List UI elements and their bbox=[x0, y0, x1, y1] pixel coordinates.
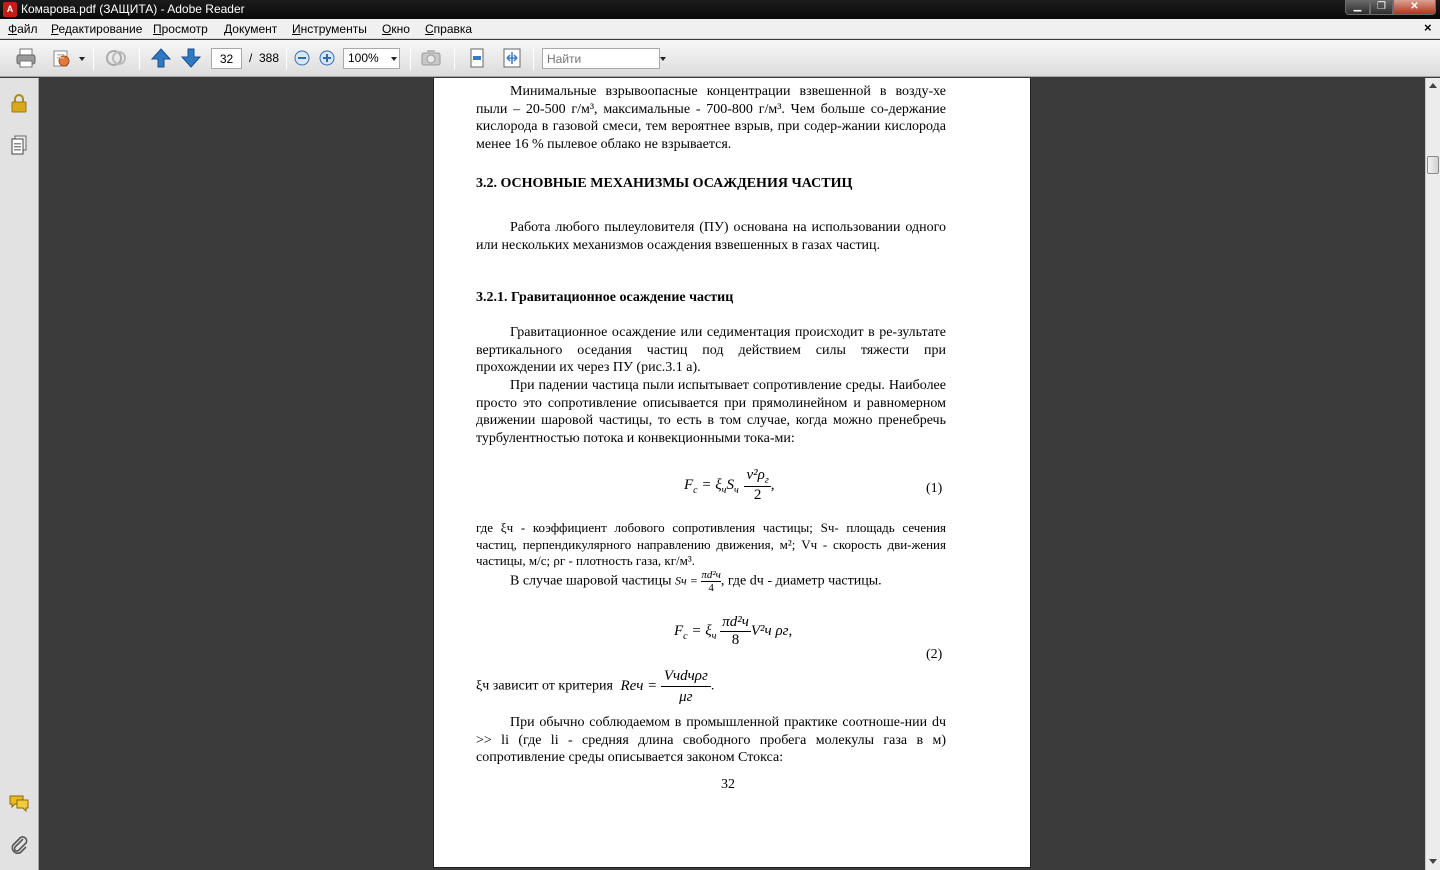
menu-document[interactable]: Документ bbox=[224, 22, 278, 36]
heading-deposition-mechanisms: 3.2. ОСНОВНЫЕ МЕХАНИЗМЫ ОСАЖДЕНИЯ ЧАСТИЦ bbox=[476, 176, 853, 191]
paragraph-spherical-particle: В случае шаровой частицы Sч = πd²ч 4 , где dч - диаметр частицы. bbox=[510, 569, 882, 594]
menu-bar bbox=[0, 19, 1440, 39]
vertical-scrollbar[interactable] bbox=[1425, 78, 1440, 870]
toolbar-separator bbox=[410, 48, 411, 70]
minimize-button[interactable]: ▁ bbox=[1345, 0, 1370, 15]
toolbar-separator bbox=[286, 48, 287, 70]
toolbar-separator bbox=[533, 48, 534, 70]
close-document-button[interactable]: × bbox=[1424, 20, 1432, 35]
pages-icon[interactable] bbox=[8, 134, 30, 156]
pdf-page bbox=[433, 78, 1031, 868]
equation-number-2: (2) bbox=[926, 647, 943, 662]
paragraph-sedimentation: Гравитационное осаждение или седиментация происходит в ре-зультате вертикального оседания частиц под действием силы тяжести при прохождении их через ПУ (рис.3.1 а). bbox=[476, 325, 946, 376]
share-dropdown-arrow[interactable] bbox=[79, 57, 85, 61]
formula-2: $F_c = \xi_ч$ πd²ч 8 V²ч ρг, bbox=[674, 614, 793, 648]
window-titlebar bbox=[0, 0, 1440, 19]
chevron-down-icon bbox=[391, 57, 397, 61]
zoom-out-icon[interactable] bbox=[293, 49, 311, 67]
acrobat-reader-icon: A bbox=[3, 2, 17, 17]
window-title: Комарова.pdf (ЗАЩИТА) - Adobe Reader bbox=[21, 2, 245, 16]
attachments-icon[interactable] bbox=[8, 834, 30, 856]
menu-help[interactable]: Справка bbox=[425, 22, 473, 36]
document-viewport[interactable] bbox=[40, 78, 1425, 870]
heading-gravitational-deposition: 3.2.1. Гравитационное осаждение частиц bbox=[476, 290, 734, 305]
menu-tools[interactable]: Инструменты bbox=[292, 22, 367, 36]
total-pages: 388 bbox=[259, 51, 280, 65]
fit-page-icon[interactable] bbox=[466, 47, 488, 69]
menu-file[interactable]: Файл bbox=[8, 22, 38, 36]
scroll-up-arrow[interactable] bbox=[1429, 83, 1437, 88]
menu-view[interactable]: Просмотр bbox=[153, 22, 208, 36]
lock-icon[interactable] bbox=[8, 92, 30, 114]
zoom-select[interactable] bbox=[343, 48, 400, 69]
share-icon[interactable] bbox=[51, 47, 73, 69]
print-icon[interactable] bbox=[15, 47, 37, 69]
page-number-input[interactable] bbox=[211, 48, 242, 69]
paragraph-reynolds: ξч зависит от критерия Reч = Vчdчρг μг . bbox=[476, 668, 715, 705]
maximize-button[interactable]: ❐ bbox=[1370, 0, 1393, 15]
paragraph-dust-collector: Работа любого пылеуловителя (ПУ) основана на использовании одного или нескольких механизмов осаждения взвешенных в газах частиц. bbox=[476, 220, 946, 253]
page-separator: / bbox=[249, 51, 253, 65]
fit-width-icon[interactable] bbox=[501, 47, 523, 69]
comments-icon[interactable] bbox=[8, 792, 30, 814]
search-dropdown-arrow[interactable] bbox=[660, 57, 666, 61]
toolbar-separator bbox=[93, 48, 94, 70]
menu-window[interactable]: Окно bbox=[382, 22, 410, 36]
scrollbar-thumb[interactable] bbox=[1427, 156, 1439, 174]
next-page-icon[interactable] bbox=[180, 47, 202, 69]
collaborate-icon[interactable] bbox=[105, 47, 127, 69]
paragraph-explosive-concentration: Минимальные взрывоопасные концентрации взвешенной в возду-хе пыли – 20-500 г/м³, максимальные - 700-800 г/м³. Чем больше со-держание кислорода в газовой смеси, тем вероятнее взрыв, при содер-жании кислорода менее 16 % пылевое облако не взрывается. bbox=[476, 84, 946, 152]
navigation-panel bbox=[0, 78, 39, 870]
toolbar-separator bbox=[454, 48, 455, 70]
paragraph-stokes: При обычно соблюдаемом в промышленной практике соотноше-нии dч >> li (где li - средняя длина свободного пробега молекулы газа в м) сопротивление среды описывается законом Стокса: bbox=[476, 715, 946, 766]
equation-number-1: (1) bbox=[926, 481, 943, 496]
toolbar bbox=[0, 40, 1440, 77]
page-footer-number: 32 bbox=[721, 777, 735, 792]
menu-edit[interactable]: Редактирование bbox=[51, 22, 143, 36]
prev-page-icon[interactable] bbox=[150, 47, 172, 69]
snapshot-icon[interactable] bbox=[420, 47, 442, 69]
paragraph-resistance: При падении частица пыли испытывает сопротивление среды. Наиболее просто это сопротивление описывается при прямолинейном и равномерном движении шаровой частицы, то есть в том случае, когда можно пренебречь турбулентностью потока и конвекционными тока-ми: bbox=[476, 378, 946, 446]
zoom-in-icon[interactable] bbox=[318, 49, 336, 67]
search-input[interactable] bbox=[542, 48, 660, 69]
scroll-down-arrow[interactable] bbox=[1429, 859, 1437, 864]
zoom-value: 100% bbox=[348, 51, 379, 65]
toolbar-separator bbox=[139, 48, 140, 70]
close-window-button[interactable]: ✕ bbox=[1393, 0, 1436, 15]
paragraph-symbols: где ξч - коэффициент лобового сопротивления частицы; Sч- площадь сечения частиц, перпендикулярного направлению движения, м²; Vч - скорость дви-жения частицы, м/с; ρг - плотность газа, кг/м³. bbox=[476, 520, 946, 568]
formula-1: $F_c = \xi_чS_ч$ $v^2\rho_г$ 2 , bbox=[684, 467, 775, 503]
